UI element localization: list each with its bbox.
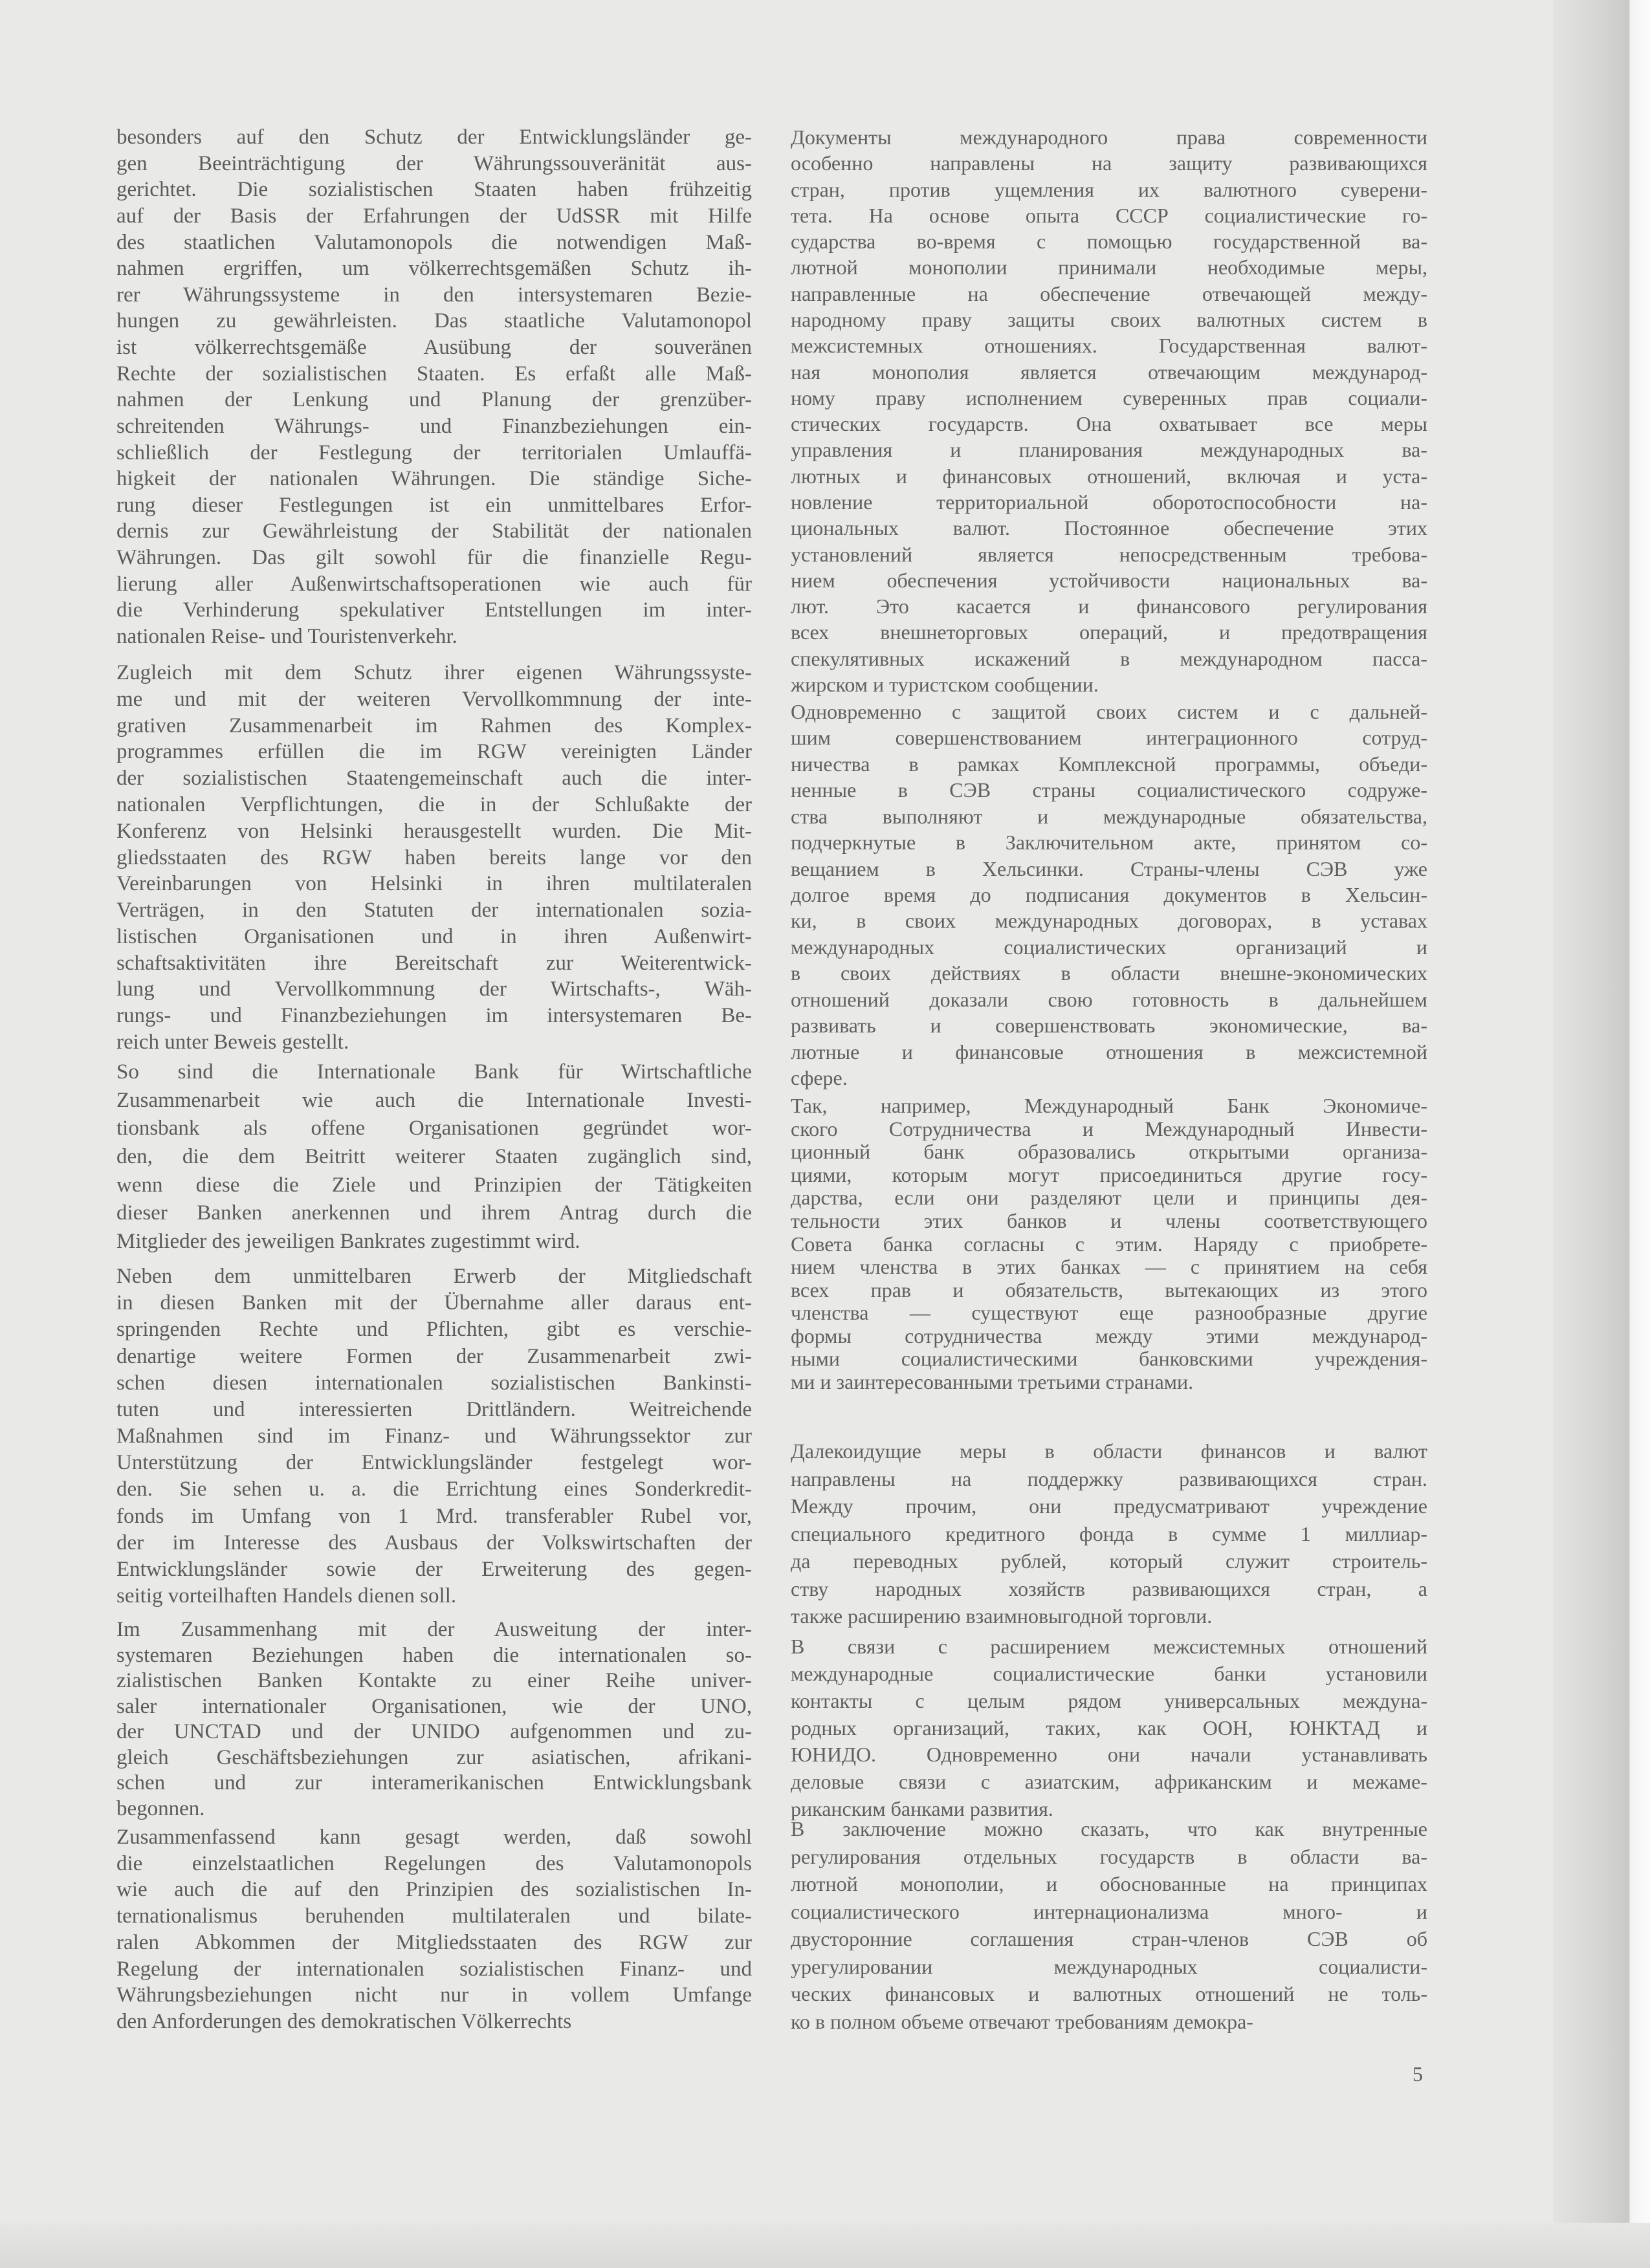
text-line: des staatlichen Valutamonopols die notwendigen Maß- [116, 230, 752, 254]
text-line: Документы международного права современности [791, 125, 1427, 149]
text-line: me und mit der weiteren Vervollkommnung der inte- [116, 687, 752, 711]
text-line: Vereinbarungen von Helsinki in ihren multilateralen [116, 872, 752, 896]
text-line: schreitenden Währungs- und Finanzbeziehungen ein- [116, 414, 752, 438]
text-line: Rechte der sozialistischen Staaten. Es erfaßt alle Maß- [116, 362, 752, 386]
text-line: ционный банк образовались открытыми организа- [791, 1140, 1427, 1164]
text-line: der UNCTAD und der UNIDO aufgenommen und zu- [116, 1720, 752, 1744]
text-line: сударства во-время с помощью государственной ва- [791, 230, 1427, 254]
text-line: nationalen Verpflichtungen, die in der Schlußakte der [116, 792, 752, 816]
page-bottom-shadow [0, 2223, 1650, 2268]
text-line: auf der Basis der Erfahrungen der UdSSR mit Hilfe [116, 204, 752, 228]
text-line: В заключение можно сказать, что как внутренные [791, 1817, 1427, 1840]
text-line: дарства, если они разделяют цели и принципы дея- [791, 1186, 1427, 1210]
text-line: стран, против ущемления их валютного суверени- [791, 177, 1427, 201]
text-line: ternationalismus beruhenden multilateralen und bilate- [116, 1904, 752, 1928]
text-line: Zugleich mit dem Schutz ihrer eigenen Währungssyste- [116, 661, 752, 684]
text-line: schaftsaktivitäten ihre Bereitschaft zur Weiterentwick- [116, 951, 752, 975]
text-line: международных социалистических организаций и [791, 935, 1427, 959]
text-line: развивать и совершенствовать экономические, ва- [791, 1014, 1427, 1038]
text-line: der sozialistischen Staatengemeinschaft auch die inter- [116, 767, 752, 791]
text-line: Zusammenarbeit wie auch die Internationale Investi- [116, 1088, 752, 1112]
text-line: besonders auf den Schutz der Entwicklungsländer ge- [116, 125, 752, 149]
text-line: systemaren Beziehungen haben die internationalen so- [116, 1643, 752, 1667]
text-line: Далекоидущие меры в области финансов и валют [791, 1439, 1427, 1463]
text-line: лютной монополии, и обоснованные на принципах [791, 1872, 1427, 1896]
text-line: Währungen. Das gilt sowohl für die finanzielle Regu- [116, 546, 752, 570]
text-line: установлений является непосредственным требова- [791, 542, 1427, 566]
text-line: тета. На основе опыта СССР социалистические го- [791, 203, 1427, 227]
text-line: tionsbank als offene Organisationen gegründet wor- [116, 1117, 752, 1140]
text-line: направлены на поддержку развивающихся стран. [791, 1467, 1427, 1490]
text-line: nationalen Reise- und Touristenverkehr. [116, 625, 457, 648]
text-line: урегулировании международных социалисти- [791, 1954, 1427, 1978]
text-line: ству народных хозяйств развивающихся стран, а [791, 1576, 1427, 1600]
text-line: да переводных рублей, который служит строитель- [791, 1549, 1427, 1573]
text-line: ства выполняют и международные обязательства, [791, 804, 1427, 828]
text-line: gleich Geschäftsbeziehungen zur asiatischen, afrikani- [116, 1745, 752, 1769]
text-line: schließlich der Festlegung der territorialen Umlauffä- [116, 441, 752, 464]
text-line: gliedsstaaten des RGW haben bereits lange vor den [116, 845, 752, 869]
text-line: формы сотрудничества между этими международ- [791, 1324, 1427, 1347]
text-line: higkeit der nationalen Währungen. Die ständige Siche- [116, 467, 752, 491]
text-line: dernis zur Gewährleistung der Stabilität der nationalen [116, 519, 752, 543]
text-line: ко в полном объеме отвечают требованиям демокра- [791, 2010, 1253, 2033]
text-line: Währungsbeziehungen nicht nur in vollem Umfange [116, 1983, 752, 2007]
text-line: den, die dem Beitritt weiterer Staaten zugänglich sind, [116, 1145, 752, 1168]
text-line: родных организаций, таких, как ООН, ЮНКТАД и [791, 1716, 1427, 1739]
text-line: fonds im Umfang von 1 Mrd. transferabler Rubel vor, [116, 1504, 752, 1528]
text-line: den. Sie sehen u. a. die Errichtung eines Sonderkredit- [116, 1477, 752, 1501]
text-line: В связи с расширением межсистемных отношений [791, 1635, 1427, 1658]
text-line: Совета банка согласны с этим. Наряду с приобрете- [791, 1232, 1427, 1256]
text-line: gen Beeinträchtigung der Währungssouveränität aus- [116, 151, 752, 175]
text-line: zialistischen Banken Kontakte zu einer Reihe univer- [116, 1669, 752, 1693]
text-line: циями, которым могут присоединиться другие госу- [791, 1162, 1427, 1186]
text-line: gerichtet. Die sozialistischen Staaten haben frühzeitig [116, 178, 752, 202]
text-line: in diesen Banken mit der Übernahme aller daraus ent- [116, 1291, 752, 1315]
text-line: Neben dem unmittelbaren Erwerb der Mitgliedschaft [116, 1265, 752, 1288]
text-line: сфере. [791, 1066, 848, 1089]
text-line: ralen Abkommen der Mitgliedsstaaten des RGW zur [116, 1930, 752, 1954]
text-line: der im Interesse des Ausbaus der Volkswirtschaften der [116, 1531, 752, 1554]
text-line: ненные в СЭВ страны социалистического содруже- [791, 778, 1427, 802]
text-line: tuten und interessierten Drittländern. Weitreichende [116, 1397, 752, 1421]
text-line: Так, например, Международный Банк Экономиче- [791, 1094, 1427, 1117]
text-line: нием обеспечения устойчивости национальных ва- [791, 568, 1427, 592]
text-line: отношений доказали свою готовность в дальнейшем [791, 987, 1427, 1011]
text-line: межсистемных отношениях. Государственная валют- [791, 334, 1427, 358]
text-line: Im Zusammenhang mit der Ausweitung der inter- [116, 1618, 752, 1641]
text-line: спекулятивных искажений в международном пасса- [791, 646, 1427, 670]
text-line: begonnen. [116, 1797, 205, 1820]
text-line: членства — существуют еще разнообразные другие [791, 1301, 1427, 1325]
text-line: особенно направлены на защиту развивающихся [791, 151, 1427, 175]
text-line: циональных валют. Постоянное обеспечение этих [791, 516, 1427, 540]
text-line: долгое время до подписания документов в Хельсин- [791, 883, 1427, 906]
text-line: grativen Zusammenarbeit im Rahmen des Komplex- [116, 714, 752, 737]
text-line: schen und zur interamerikanischen Entwicklungsbank [116, 1771, 752, 1795]
text-line: wenn diese die Ziele und Prinzipien der Tätigkeiten [116, 1173, 752, 1197]
text-line: ми и заинтересованными третьими странами. [791, 1370, 1194, 1393]
text-line: контакты с целым рядом универсальных междуна- [791, 1688, 1427, 1712]
text-line: ному праву исполнением суверенных прав социали- [791, 386, 1427, 409]
text-line: специального кредитного фонда в сумме 1 миллиар- [791, 1521, 1427, 1545]
text-line: народному праву защиты своих валютных систем в [791, 308, 1427, 331]
text-line: So sind die Internationale Bank für Wirtschaftliche [116, 1060, 752, 1084]
text-line: ческих финансовых и валютных отношений не толь- [791, 1982, 1427, 2006]
text-line: dieser Banken anerkennen und ihrem Antrag durch die [116, 1201, 752, 1225]
page-number: 5 [1413, 2062, 1423, 2086]
text-line: вещанием в Хельсинки. Страны-члены СЭВ уже [791, 856, 1427, 880]
text-line: den Anforderungen des demokratischen Völkerrechts [116, 2010, 572, 2033]
text-line: также расширению взаимновыгодной торговли. [791, 1604, 1213, 1628]
text-line: ными социалистическими банковскими учреждения- [791, 1347, 1427, 1371]
text-line: в своих действиях в области внешне-экономических [791, 961, 1427, 985]
text-line: лютных и финансовых отношений, включая и уста- [791, 464, 1427, 488]
text-line: ная монополия является отвечающим международ- [791, 360, 1427, 384]
text-line: риканским банками развития. [791, 1797, 1053, 1820]
text-line: reich unter Beweis gestellt. [116, 1030, 349, 1054]
text-line: rungs- und Finanzbeziehungen im intersystemaren Be- [116, 1004, 752, 1028]
text-line: деловые связи с азиатским, африканским и межаме- [791, 1770, 1427, 1794]
text-line: listischen Organisationen und in ihren Außenwirt- [116, 924, 752, 948]
text-line: ки, в своих международных договорах, в уставах [791, 909, 1427, 933]
text-line: Unterstützung der Entwicklungsländer festgelegt wor- [116, 1451, 752, 1475]
text-line: rer Währungssysteme in den intersystemaren Bezie- [116, 283, 752, 307]
text-line: жирском и туристском сообщении. [791, 673, 1099, 696]
text-line: rung dieser Festlegungen ist ein unmittelbares Erfor- [116, 493, 752, 517]
text-line: Entwicklungsländer sowie der Erweiterung des gegen- [116, 1557, 752, 1581]
text-line: lung und Vervollkommnung der Wirtschafts-, Wäh- [116, 977, 752, 1001]
text-line: социалистического интернационализма много- и [791, 1899, 1427, 1923]
text-line: Одновременно с защитой своих систем и с дальней- [791, 700, 1427, 723]
text-line: nahmen ergriffen, um völkerrechtsgemäßen Schutz ih- [116, 257, 752, 281]
text-line: Verträgen, in den Statuten der internationalen sozia- [116, 899, 752, 922]
text-line: seitig vorteilhaften Handels dienen soll. [116, 1584, 457, 1608]
text-line: ЮНИДО. Одновременно они начали устанавливать [791, 1743, 1427, 1767]
text-line: регулирования отдельных государств в области ва- [791, 1844, 1427, 1868]
text-line: hungen zu gewährleisten. Das staatliche Valutamonopol [116, 309, 752, 333]
text-line: Maßnahmen sind im Finanz- und Währungssektor zur [116, 1424, 752, 1448]
page-edge-shadow [1553, 0, 1650, 2268]
text-line: die einzelstaatlichen Regelungen des Valutamonopols [116, 1851, 752, 1875]
text-line: всех внешнеторговых операций, и предотвращения [791, 620, 1427, 644]
text-line: ist völkerrechtsgemäße Ausübung der souveränen [116, 336, 752, 360]
text-line: всех прав и обязательств, вытекающих из этого [791, 1278, 1427, 1302]
text-line: новление территориальной оборотоспособности на- [791, 490, 1427, 514]
text-line: Между прочим, они предусматривают учреждение [791, 1494, 1427, 1518]
text-line: Zusammenfassend kann gesagt werden, daß sowohl [116, 1826, 752, 1849]
text-line: schen diesen internationalen sozialistischen Bankinsti- [116, 1371, 752, 1395]
text-line: шим совершенствованием интеграционного сотруд- [791, 726, 1427, 750]
text-line: Konferenz von Helsinki herausgestellt wurden. Die Mit- [116, 819, 752, 843]
text-line: die Verhinderung spekulativer Entstellungen im inter- [116, 598, 752, 622]
text-line: denartige weitere Formen der Zusammenarbeit zwi- [116, 1344, 752, 1368]
text-line: nahmen der Lenkung und Planung der grenzüber- [116, 388, 752, 412]
text-line: saler internationaler Organisationen, wie der UNO, [116, 1694, 752, 1718]
text-line: лютные и финансовые отношения в межсистемной [791, 1040, 1427, 1063]
text-line: лют. Это касается и финансового регулирования [791, 594, 1427, 618]
text-line: lierung aller Außenwirtschaftsoperationen wie auch für [116, 572, 752, 596]
text-line: международные социалистические банки установили [791, 1661, 1427, 1685]
text-line: лютной монополии принимали необходимые меры, [791, 256, 1427, 279]
text-line: Regelung der internationalen sozialistischen Finanz- und [116, 1957, 752, 1981]
text-line: springenden Rechte und Pflichten, gibt es verschie- [116, 1318, 752, 1342]
text-line: нием членства в этих банках — с принятием на себя [791, 1255, 1427, 1279]
text-line: Mitglieder des jeweiligen Bankrates zugestimmt wird. [116, 1230, 580, 1253]
text-line: wie auch die auf den Prinzipien des sozialistischen In- [116, 1878, 752, 1902]
text-line: двусторонние соглашения стран-членов СЭВ об [791, 1927, 1427, 1951]
text-line: подчеркнутые в Заключительном акте, принятом со- [791, 831, 1427, 855]
text-line: ничества в рамках Комплексной программы, объеди- [791, 752, 1427, 776]
text-line: тельности этих банков и члены соответствующего [791, 1208, 1427, 1232]
text-line: управления и планирования международных ва- [791, 438, 1427, 462]
text-line: стических государств. Она охватывает все меры [791, 412, 1427, 436]
text-line: направленные на обеспечение отвечающей между- [791, 281, 1427, 305]
text-line: programmes erfüllen die im RGW vereinigten Länder [116, 740, 752, 764]
text-line: ского Сотрудничества и Международный Инвести- [791, 1117, 1427, 1140]
